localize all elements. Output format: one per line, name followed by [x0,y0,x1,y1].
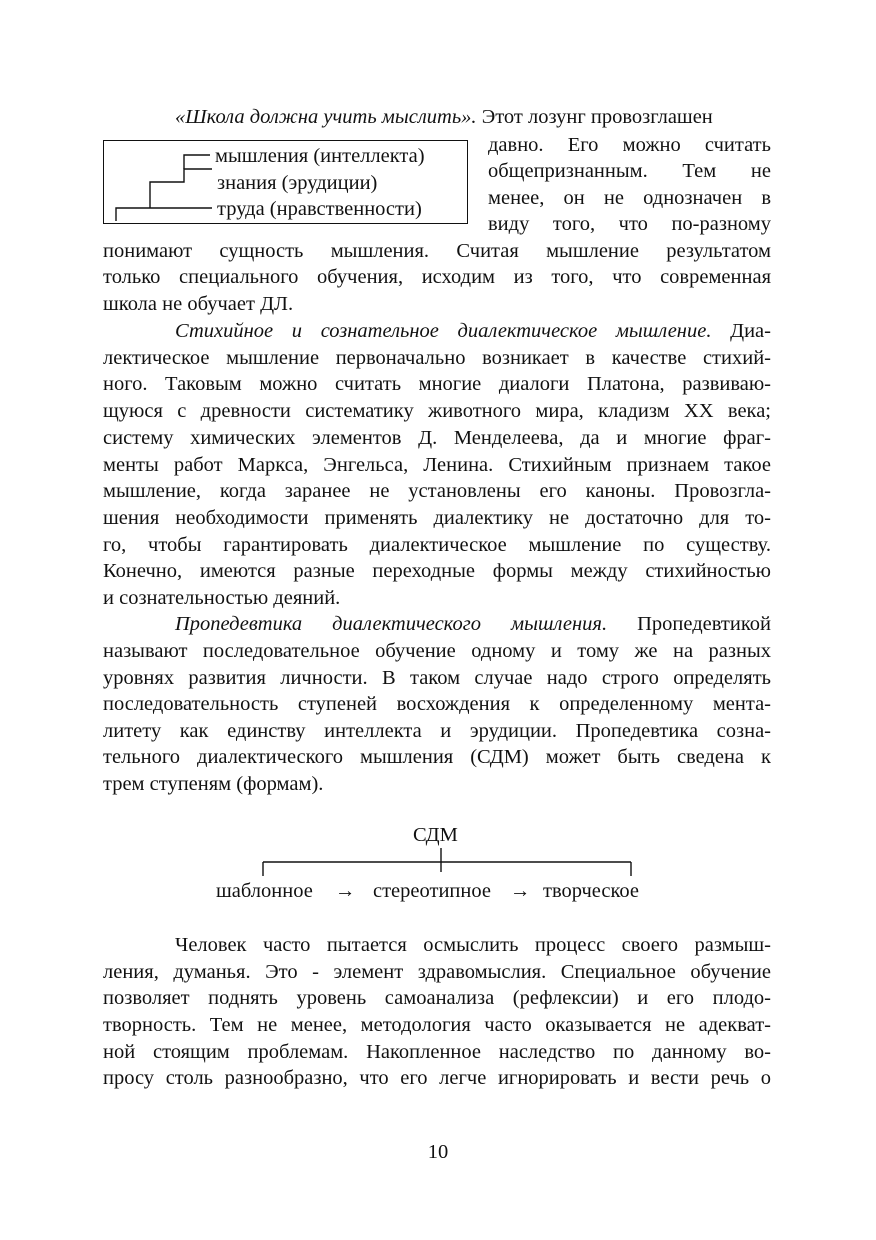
para2-line5: систему химических элементов Д. Менделеева, да и многие фраг- [103,427,771,449]
para3-heading: Пропедевтика диалектического мышления. [175,613,608,635]
para1-line8: школа не обучает ДЛ. [103,293,294,315]
para3-line2: называют последовательное обучение одному и тому же на разных [103,640,771,662]
sdm-diagram [200,820,680,910]
para3-line6: тельного диалектического мышления (СДМ) может быть сведена к [103,746,771,768]
para2-line10: Конечно, имеются разные переходные формы между стихийностью [103,560,771,582]
para4-line3: позволяет поднять уровень самоанализа (рефлексии) и его плодо- [103,987,771,1009]
ladder-level-erudition: знания (эрудиции) [217,172,378,194]
para2-line9: го, чтобы гарантировать диалектическое мышление по существу. [103,534,771,556]
sdm-stage-stereotype: стереотипное [373,880,491,902]
para4-line6: просу столь разнообразно, что его легче игнорировать и вести речь о [103,1067,771,1089]
para2-line7: мышление, когда заранее не установлены его каноны. Провозгла- [103,480,771,502]
para3-line5: литету как единству интеллекта и эрудиции. Пропедевтика созна- [103,720,771,742]
para2-line4: щуюся с древности систематику животного мира, кладизм XX века; [103,400,771,422]
para2-heading: Стихийное и сознательное диалектическое мышление. [175,320,712,342]
sdm-arrow-1: → [335,880,356,902]
slogan-italic: «Школа должна учить мыслить». [175,106,477,128]
para2-line6: менты работ Маркса, Энгельса, Ленина. Стихийным признаем такое [103,454,771,476]
ladder-diagram [103,140,468,224]
para4-line2: ления, думанья. Это - элемент здравомыслия. Специальное обучение [103,961,771,983]
para1-line5: виду того, что по-разному [488,213,771,235]
para2-line3: ного. Таковым можно считать многие диалоги Платона, развиваю- [103,373,771,395]
para2-line8: шения необходимости применять диалектику не достаточно для то- [103,507,771,529]
para1-line6: понимают сущность мышления. Считая мышление результатом [103,240,771,262]
ladder-level-intellect: мышления (интеллекта) [215,145,425,167]
para1-line2: давно. Его можно считать [488,134,771,156]
sdm-root-label: СДМ [413,824,458,846]
para4-line5: ной стоящим проблемам. Накопленное наследство по данному во- [103,1041,771,1063]
para4-line4: творность. Тем не менее, методология часто оказывается не адекват- [103,1014,771,1036]
para3-line4: последовательность ступеней восхождения к определенному мента- [103,693,771,715]
para2-line11: и сознательностью деяний. [103,587,341,609]
para3-line7: трем ступеням (формам). [103,773,324,795]
para3-line3: уровнях развития личности. В таком случае надо строго определять [103,667,771,689]
para2-line2: лектическое мышление первоначально возникает в качестве стихий- [103,347,771,369]
para1-line1: «Школа должна учить мыслить». Этот лозунг провозглашен [175,106,713,128]
para3-line1: Пропедевтика диалектического мышления. Пропедевтикой [175,613,772,635]
para1-line7: только специального обучения, исходим из того, что современная [103,266,771,288]
sdm-arrow-2: → [510,880,531,902]
sdm-stage-creative: творческое [543,880,640,902]
page-number: 10 [427,1141,449,1163]
para1-line4: менее, он не однозначен в [488,187,771,209]
para1-line3: общепризнанным. Тем не [488,160,771,182]
para2-line1: Стихийное и сознательное диалектическое мышление. Диа- [175,320,771,342]
sdm-stage-template: шаблонное [216,880,313,902]
ladder-level-morality: труда (нравственности) [217,198,422,220]
para4-line1: Человек часто пытается осмыслить процесс своего размыш- [175,934,771,956]
